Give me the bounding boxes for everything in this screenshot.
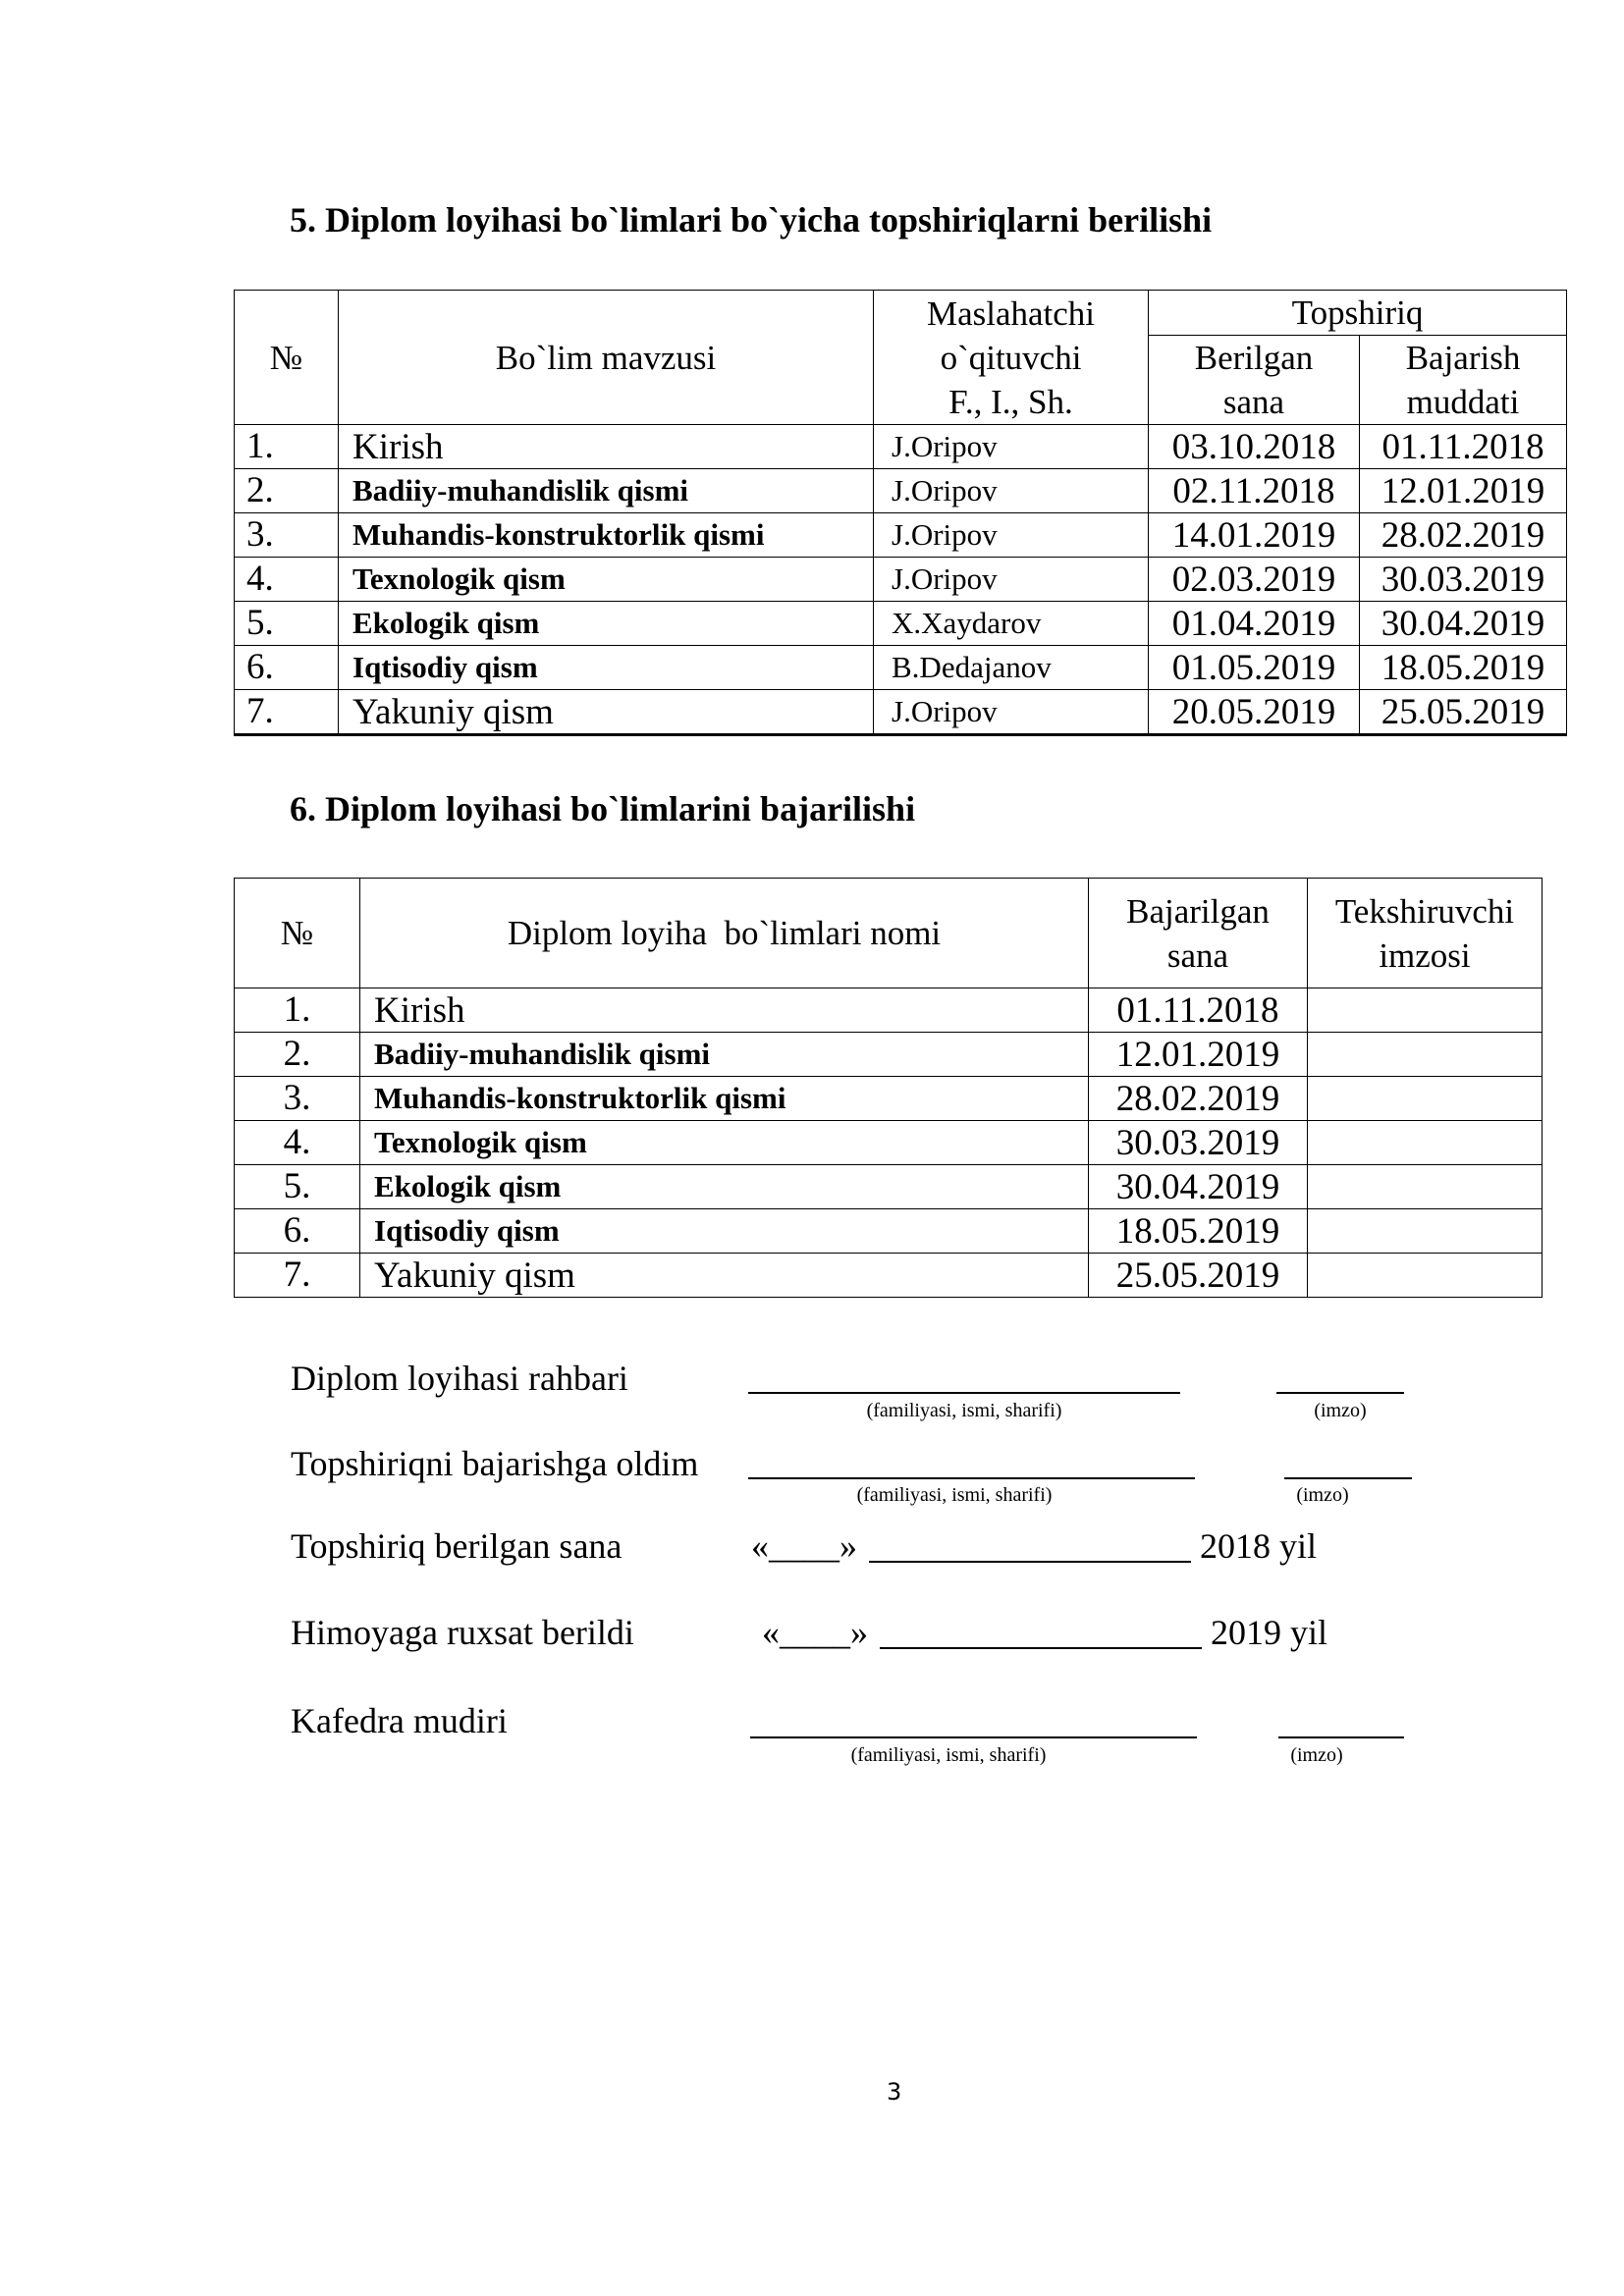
- row-num: 6.: [235, 646, 339, 690]
- row-deadline: 28.02.2019: [1360, 513, 1567, 558]
- task-date-day-blank: «____»: [751, 1526, 857, 1566]
- row-given: 01.05.2019: [1149, 646, 1360, 690]
- row-given: 02.03.2019: [1149, 558, 1360, 602]
- task-date-year: 2018 yil: [1200, 1526, 1318, 1566]
- defense-month-line: [880, 1647, 1202, 1649]
- header-deadline: Bajarish muddati: [1360, 336, 1567, 425]
- page-number: 3: [887, 2078, 902, 2106]
- row-num: 1.: [235, 425, 339, 469]
- row-deadline: 25.05.2019: [1360, 690, 1567, 735]
- defense-day-blank: «____»: [762, 1613, 868, 1652]
- accepted-sign-caption: (imzo): [1296, 1484, 1349, 1506]
- row-date: 12.01.2019: [1089, 1033, 1308, 1077]
- row-consultant: J.Oripov: [874, 690, 1149, 735]
- header-given: Berilgan sana: [1149, 336, 1360, 425]
- supervisor-sign-caption: (imzo): [1314, 1400, 1367, 1421]
- row-name: Yakuniy qism: [339, 690, 874, 735]
- row-num: 3.: [235, 1077, 360, 1121]
- row-num: 7.: [235, 1254, 360, 1298]
- row-given: 20.05.2019: [1149, 690, 1360, 735]
- row-consultant: J.Oripov: [874, 425, 1149, 469]
- accepted-name-line: [748, 1477, 1195, 1479]
- row-name: Texnologik qism: [339, 558, 874, 602]
- header-num: №: [235, 291, 339, 425]
- head-sign-caption: (imzo): [1290, 1744, 1343, 1766]
- supervisor-name-caption: (familiyasi, ismi, sharifi): [866, 1400, 1062, 1421]
- row-consultant: X.Xaydarov: [874, 602, 1149, 646]
- defense-year: 2019 yil: [1211, 1613, 1328, 1652]
- row-name: Muhandis-konstruktorlik qismi: [360, 1077, 1089, 1121]
- row-name: Iqtisodiy qism: [339, 646, 874, 690]
- header-done-date: Bajarilgan sana: [1089, 879, 1308, 988]
- row-given: 01.04.2019: [1149, 602, 1360, 646]
- header-num: №: [235, 879, 360, 988]
- row-deadline: 30.04.2019: [1360, 602, 1567, 646]
- row-date: 30.03.2019: [1089, 1121, 1308, 1165]
- head-name-line: [750, 1736, 1197, 1738]
- row-name: Yakuniy qism: [360, 1254, 1089, 1298]
- table-row: [235, 1033, 1543, 1077]
- table-row: [235, 558, 1567, 602]
- row-name: Texnologik qism: [360, 1121, 1089, 1165]
- row-name: Ekologik qism: [360, 1165, 1089, 1209]
- section5-title: 5. Diplom loyihasi bo`limlari bo`yicha topshiriqlarni berilishi: [290, 200, 1213, 240]
- table-row: [235, 690, 1567, 735]
- row-given: 14.01.2019: [1149, 513, 1360, 558]
- row-date: 30.04.2019: [1089, 1165, 1308, 1209]
- header-section-name: Diplom loyiha bo`limlari nomi: [360, 879, 1089, 988]
- row-deadline: 12.01.2019: [1360, 469, 1567, 513]
- accepted-name-caption: (familiyasi, ismi, sharifi): [856, 1484, 1053, 1506]
- row-name: Muhandis-konstruktorlik qismi: [339, 513, 874, 558]
- assignments-table: [234, 290, 1567, 736]
- row-consultant: J.Oripov: [874, 558, 1149, 602]
- row-num: 2.: [235, 1033, 360, 1077]
- task-date-label: Topshiriq berilgan sana: [291, 1526, 623, 1566]
- task-date-month-line: [869, 1561, 1191, 1563]
- row-num: 3.: [235, 513, 339, 558]
- row-date: 25.05.2019: [1089, 1254, 1308, 1298]
- row-deadline: 18.05.2019: [1360, 646, 1567, 690]
- row-date: 18.05.2019: [1089, 1209, 1308, 1254]
- row-signature: [1308, 1165, 1543, 1209]
- header-consultant: Maslahatchi o`qituvchi F., I., Sh.: [874, 291, 1149, 425]
- table-row: [235, 1165, 1543, 1209]
- supervisor-name-line: [748, 1392, 1180, 1394]
- table-row: [235, 602, 1567, 646]
- row-signature: [1308, 1121, 1543, 1165]
- row-deadline: 01.11.2018: [1360, 425, 1567, 469]
- row-date: 28.02.2019: [1089, 1077, 1308, 1121]
- row-signature: [1308, 1033, 1543, 1077]
- row-consultant: J.Oripov: [874, 513, 1149, 558]
- row-date: 01.11.2018: [1089, 988, 1308, 1033]
- table-row: [235, 469, 1567, 513]
- row-name: Ekologik qism: [339, 602, 874, 646]
- supervisor-label: Diplom loyihasi rahbari: [291, 1359, 628, 1398]
- row-num: 6.: [235, 1209, 360, 1254]
- row-signature: [1308, 988, 1543, 1033]
- table-row: [235, 988, 1543, 1033]
- table-row: [235, 646, 1567, 690]
- table-row: [235, 1121, 1543, 1165]
- table-row: [235, 513, 1567, 558]
- table-row: [235, 425, 1567, 469]
- completion-table: [234, 878, 1543, 1298]
- accepted-sign-line: [1284, 1477, 1412, 1479]
- row-signature: [1308, 1209, 1543, 1254]
- row-num: 4.: [235, 558, 339, 602]
- header-topic: Bo`lim mavzusi: [339, 291, 874, 425]
- head-name-caption: (familiyasi, ismi, sharifi): [850, 1744, 1047, 1766]
- row-num: 7.: [235, 690, 339, 735]
- row-given: 03.10.2018: [1149, 425, 1360, 469]
- row-num: 1.: [235, 988, 360, 1033]
- row-name: Kirish: [339, 425, 874, 469]
- table-row: [235, 1209, 1543, 1254]
- head-label: Kafedra mudiri: [291, 1701, 508, 1740]
- accepted-label: Topshiriqni bajarishga oldim: [291, 1444, 699, 1483]
- row-signature: [1308, 1077, 1543, 1121]
- row-given: 02.11.2018: [1149, 469, 1360, 513]
- row-signature: [1308, 1254, 1543, 1298]
- row-num: 2.: [235, 469, 339, 513]
- defense-label: Himoyaga ruxsat berildi: [291, 1613, 634, 1652]
- section6-title: 6. Diplom loyihasi bo`limlarini bajarilishi: [290, 789, 916, 828]
- row-name: Badiiy-muhandislik qismi: [339, 469, 874, 513]
- row-consultant: J.Oripov: [874, 469, 1149, 513]
- row-num: 5.: [235, 1165, 360, 1209]
- row-name: Kirish: [360, 988, 1089, 1033]
- header-task: Topshiriq: [1149, 291, 1567, 336]
- supervisor-sign-line: [1276, 1392, 1404, 1394]
- row-consultant: B.Dedajanov: [874, 646, 1149, 690]
- head-sign-line: [1278, 1736, 1404, 1738]
- row-num: 5.: [235, 602, 339, 646]
- table-row: [235, 1077, 1543, 1121]
- row-name: Badiiy-muhandislik qismi: [360, 1033, 1089, 1077]
- row-deadline: 30.03.2019: [1360, 558, 1567, 602]
- table-row: [235, 1254, 1543, 1298]
- header-signature: Tekshiruvchi imzosi: [1308, 879, 1543, 988]
- row-num: 4.: [235, 1121, 360, 1165]
- row-name: Iqtisodiy qism: [360, 1209, 1089, 1254]
